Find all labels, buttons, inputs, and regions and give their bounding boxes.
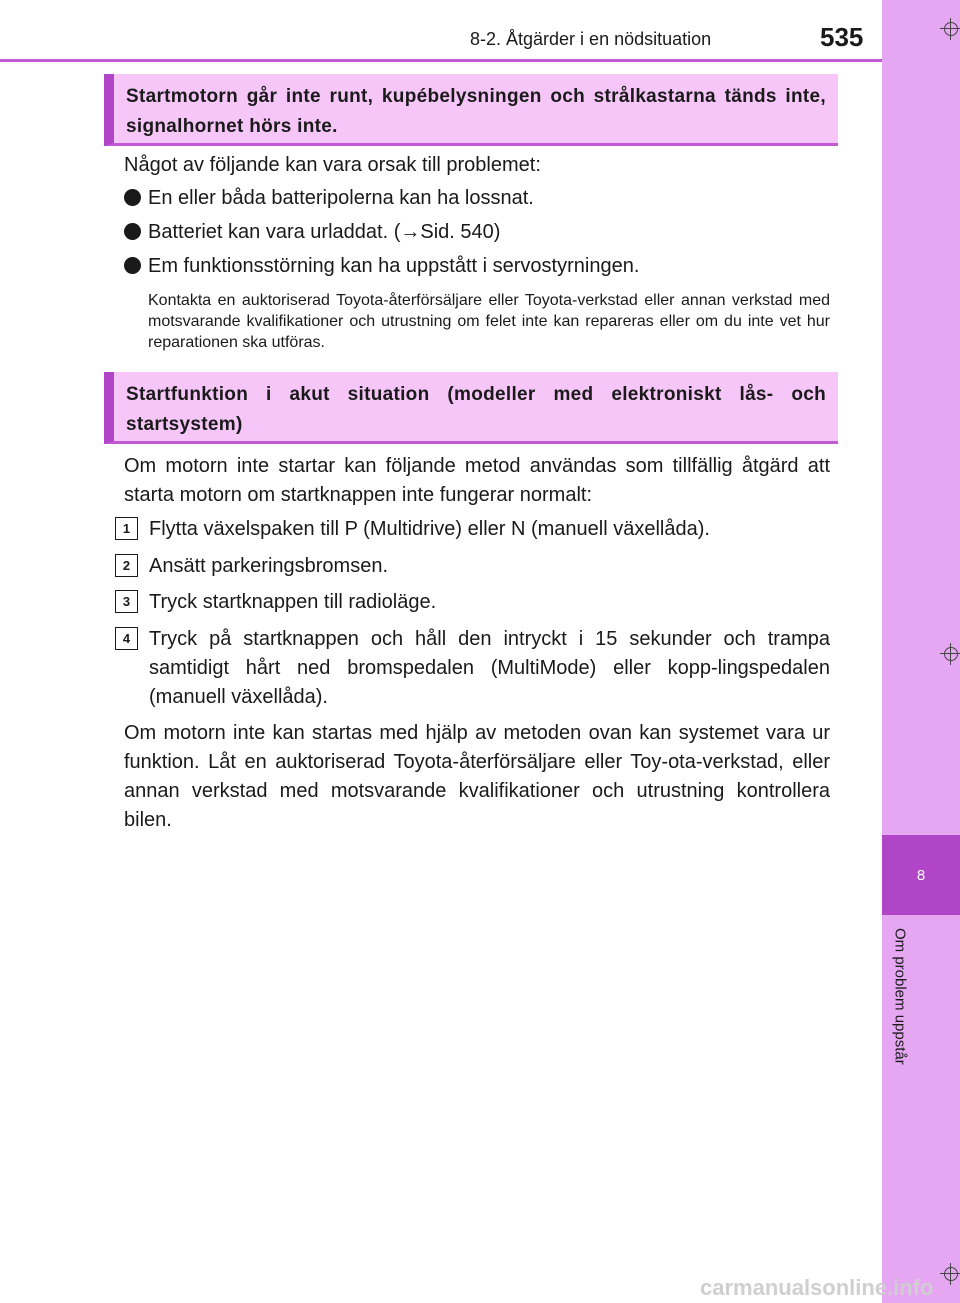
section-intro: Något av följande kan vara orsak till problemet: xyxy=(124,154,541,176)
step-number: 1 xyxy=(115,517,138,540)
section-intro: Om motorn inte startar kan följande metod användas som tillfällig åtgärd att starta motorn om startknappen inte fungerar normalt: xyxy=(124,455,830,506)
step-number: 3 xyxy=(115,590,138,613)
section-title-box xyxy=(104,74,838,146)
registration-mark-icon xyxy=(940,18,960,40)
section-title-box xyxy=(104,372,838,444)
list-item: En eller båda batteripolerna kan ha lossnat. xyxy=(124,184,830,213)
step-item xyxy=(115,552,830,581)
section-title: Startfunktion i akut situation (modeller med elektroniskt lås- och startsystem) xyxy=(126,384,826,435)
running-header: 8-2. Åtgärder i en nödsituation xyxy=(470,29,712,49)
header-rule xyxy=(0,59,882,62)
note-text: Kontakta en auktoriserad Toyota-återförsäljare eller Toyota-verkstad eller annan verkstad med motsvarande kvalifikationer och utrustning om felet inte kan repareras eller om du inte vet hur reparationen ska utföras. xyxy=(148,292,830,351)
chapter-title: Om problem uppstår xyxy=(891,928,909,1065)
registration-mark-icon xyxy=(940,1263,960,1285)
watermark: carmanualsonline.info xyxy=(700,1275,934,1300)
bullet-icon xyxy=(124,223,141,240)
step-text: Tryck startknappen till radioläge. xyxy=(149,591,437,613)
step-text: Tryck på startknappen och håll den intryckt i 15 sekunder och trampa samtidigt hårt ned bromspedalen (MultiMode) eller kopp-lingspedalen (manuell växellåda). xyxy=(149,628,830,708)
bullet-icon xyxy=(124,189,141,206)
step-number: 2 xyxy=(115,554,138,577)
registration-mark-icon xyxy=(940,643,960,665)
chapter-number: 8 xyxy=(882,835,960,915)
section-title: Startmotorn går inte runt, kupébelysningen och strålkastarna tänds inte, signalhornet hörs inte. xyxy=(126,86,826,137)
list-item: Batteriet kan vara urladdat. (→Sid. 540) xyxy=(124,218,830,247)
bullet-icon xyxy=(124,257,141,274)
step-item xyxy=(115,588,830,617)
step-item xyxy=(115,625,830,712)
step-number: 4 xyxy=(115,627,138,650)
step-text: Ansätt parkeringsbromsen. xyxy=(149,555,389,577)
section-outro: Om motorn inte kan startas med hjälp av metoden ovan kan systemet vara ur funktion. Låt en auktoriserad Toyota-återförsäljare eller Toy-ota-verkstad, eller annan verkstad med motsvarande kvalifikationer och utrustning kontrollera bilen. xyxy=(124,722,830,831)
page-number: 535 xyxy=(820,22,864,52)
list-item: Em funktionsstörning kan ha uppstått i servostyrningen. xyxy=(124,252,830,281)
step-item xyxy=(115,515,830,544)
step-text: Flytta växelspaken till P (Multidrive) eller N (manuell växellåda). xyxy=(149,518,710,540)
